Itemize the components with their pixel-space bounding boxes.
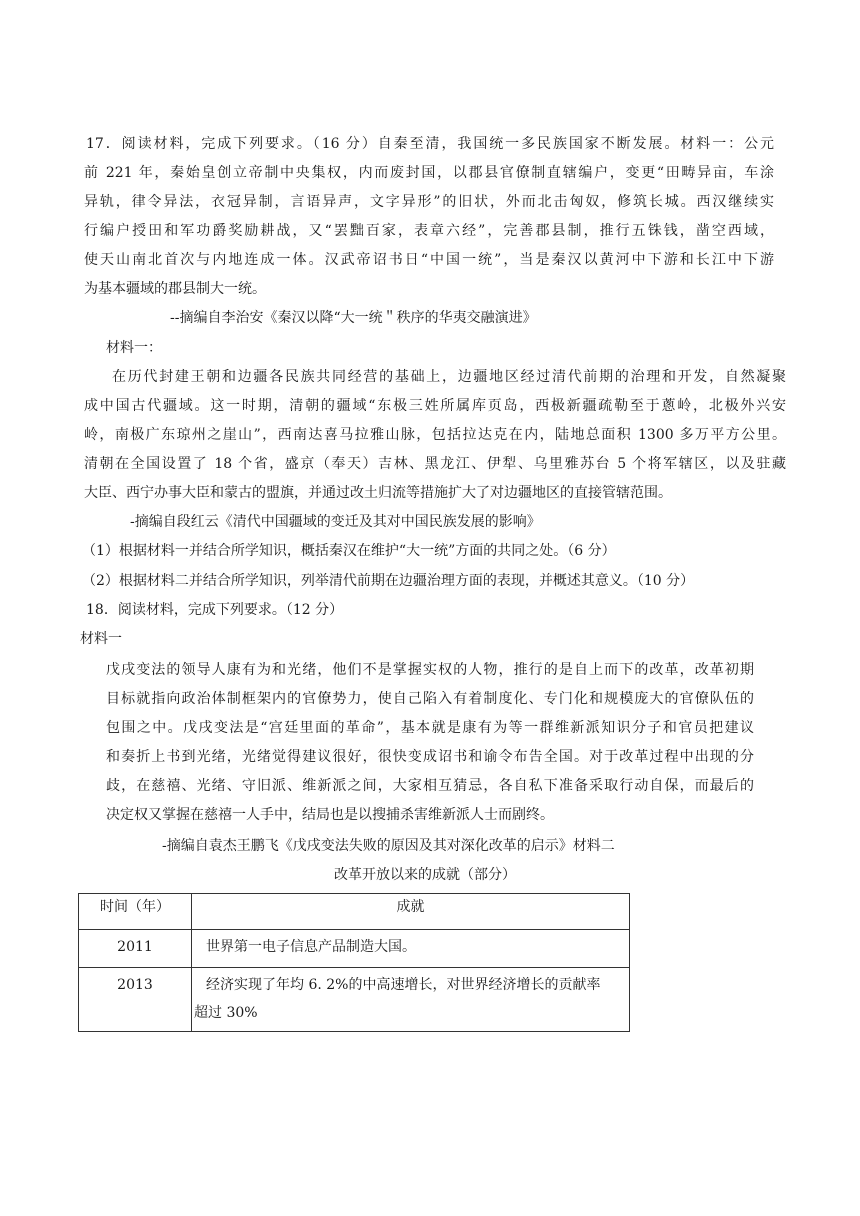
q18-table-title: 改革开放以来的成就（部分）: [334, 867, 516, 883]
q18-material1-line-5: 歧，在慈禧、光绪、守旧派、维新派之间，大家相互猜忌，各自私下准备采取行动自保，而最后的: [106, 778, 754, 794]
q17-line-2: 前 221 年，秦始皇创立帝制中央集权，内而废封国，以郡县官僚制直辖编户，变更“田畴异亩，车涂: [84, 165, 774, 181]
q17-line-5: 使天山南北首次与内地连成一体。汉武帝诏书日“中国一统”，当是秦汉以黄河中下游和长江中下游: [84, 252, 774, 268]
q17-line-4: 行编户授田和军功爵奖励耕战，又“罢黜百家，表章六经”，完善郡县制，推行五铢钱，凿空西域，: [84, 223, 774, 239]
q18-material1-line-3: 包围之中。戊戌变法是“宫廷里面的革命”，基本就是康有为等一群维新派知识分子和官员把建议: [106, 720, 754, 736]
table-header-year: 时间（年）: [79, 894, 192, 930]
q17-material2-line-1: 在历代封建王朝和边疆各民族共同经营的基础上，边疆地区经过清代前期的治理和开发，自然凝聚: [112, 369, 786, 385]
table-cell-year: 2013: [79, 968, 192, 1032]
table-cell-achievement: [192, 968, 630, 1032]
q17-material2-line-3: 岭，南极广东琼州之崖山”，西南达喜马拉雅山脉，包括拉达克在内，陆地总面积 1300 多万平方公里。: [84, 427, 786, 443]
q17-sub-question-2: （2）根据材料二并结合所学知识，列举清代前期在边疆治理方面的表现，并概述其意义。（10 分）: [82, 573, 695, 589]
q18-material1-label: 材料一: [80, 631, 122, 647]
q17-material2-line-4: 清朝在全国设置了 18 个省，盛京（奉天）吉林、黑龙江、伊犁、乌里雅苏台 5 个将军辖区，以及驻藏: [84, 456, 786, 472]
table-header-row: [79, 894, 630, 930]
q17-material2-line-2: 成中国古代疆域。这一时期，清朝的疆域“东极三姓所属库页岛，西极新疆疏勒至于蔥岭，北极外兴安: [84, 398, 786, 414]
q17-sub-question-1: （1）根据材料一并结合所学知识，概括秦汉在维护“大一统”方面的共同之处。（6 分）: [82, 543, 616, 559]
q18-material1-line-2: 目标就指向政治体制框架内的官僚势力，使自己陷入有着制度化、专门化和规模庞大的官僚队伍的: [106, 691, 754, 707]
q17-source-1: --摘编自李治安《秦汉以降“大一统＂秩序的华夷交融演进》: [170, 310, 537, 326]
q18-title: 18．阅读材料，完成下列要求。（12 分）: [86, 602, 344, 618]
table-header-achievement: 成就: [192, 894, 630, 930]
achievement-line-2: 超过 30%: [194, 1005, 258, 1021]
q18-material1-line-4: 和奏折上书到光绪，光绪觉得建议很好，很快变成诏书和谕令布告全国。对于改革过程中出现的分: [106, 749, 754, 765]
table-row: [79, 930, 630, 968]
q17-line-3: 异轨，律令异法，衣冠异制，言语异声，文字异形”的旧状，外而北击匈奴，修筑长城。西汉继续实: [84, 194, 774, 210]
table-row: [79, 968, 630, 1032]
q18-material1-line-6: 决定权又掌握在慈禧一人手中，结局也是以搜捕杀害维新派人士而剧终。: [106, 807, 554, 823]
table-cell-year: 2011: [79, 930, 192, 968]
q18-source: -摘编自袁杰王鹏飞《戊戌变法失败的原因及其对深化改革的启示》材料二: [162, 838, 615, 854]
q17-line-1: 17．阅读材料，完成下列要求。（16 分）自秦至清，我国统一多民族国家不断发展。材料一：公元: [86, 136, 774, 152]
achievement-line-1: 经济实现了年均 6. 2%的中高速增长，对世界经济增长的贡献率: [206, 977, 601, 993]
q18-material1-line-1: 戊戌变法的领导人康有为和光绪，他们不是掌握实权的人物，推行的是自上而下的改革，改革初期: [106, 662, 754, 678]
table-cell-achievement: 世界第一电子信息产品制造大国。: [192, 930, 630, 968]
q17-material-label: 材料一：: [106, 340, 162, 356]
q17-source-2: -摘编自段红云《清代中国疆域的变迁及其对中国民族发展的影响》: [130, 514, 541, 530]
q17-material2-line-5: 大臣、西宁办事大臣和蒙古的盟旗，并通过改土归流等措施扩大了对边疆地区的直接管辖范围。: [84, 485, 672, 501]
q17-line-6: 为基本疆域的郡县制大一统。: [84, 281, 266, 297]
achievements-table: [78, 893, 630, 1032]
